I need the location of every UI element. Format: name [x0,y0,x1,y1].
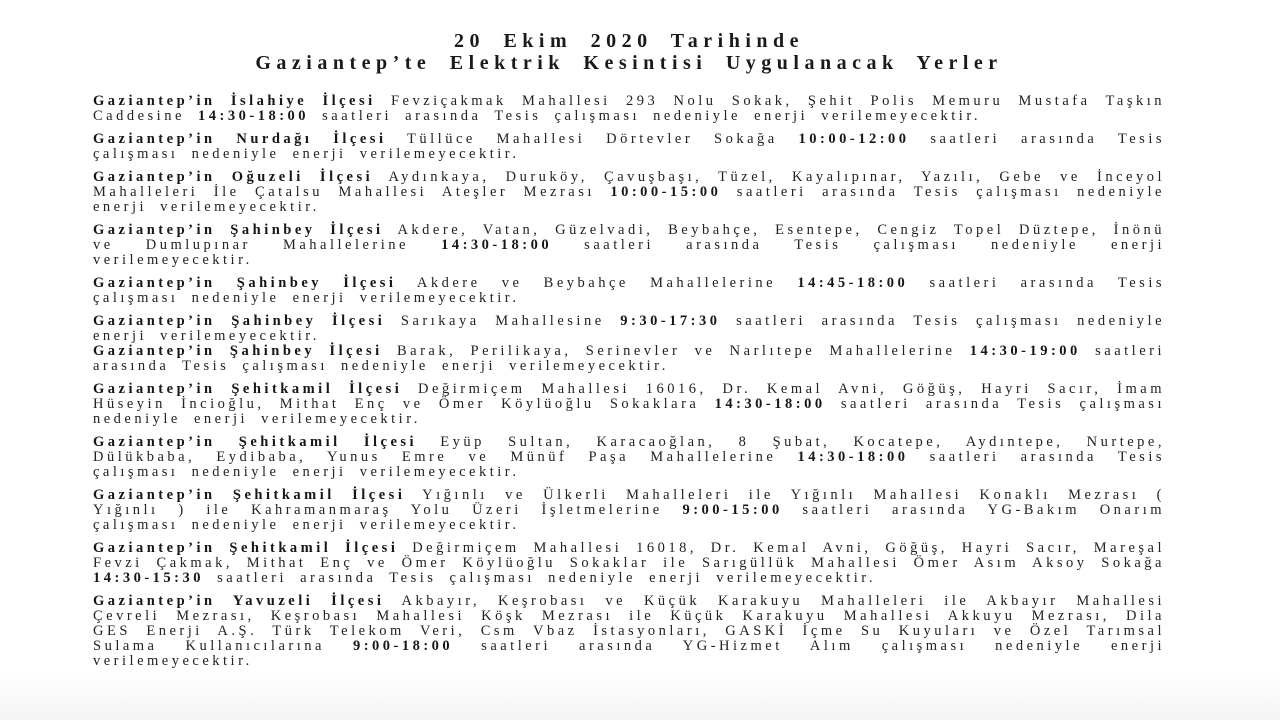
paragraph-body-after-time: saatleri arasında Tesis çalışması nedeniyle enerji verilemeyecektir. [93,396,1165,427]
title-line-1: 20 Ekim 2020 Tarihinde [453,30,805,52]
paragraph-body-after-time: saatleri arasında YG-Bakım Onarım çalışması nedeniyle enerji verilemeyecektir. [93,502,1165,533]
outage-paragraph [93,276,1165,306]
paragraph-body-before-time: Akdere ve Beybahçe Mahallelerine [396,275,798,291]
paragraph-body-after-time: saatleri arasında Tesis çalışması nedeniyle enerji verilemeyecektir. [93,131,1165,162]
page-title [93,30,1165,74]
paragraph-list [93,94,1165,669]
paragraph-body-after-time: saatleri arasında YG-Hizmet Alım çalışması nedeniyle enerji verilemeyecektir. [93,638,1165,669]
time-range: 14:30-19:00 [969,343,1081,359]
time-range: 14:30-18:00 [797,449,909,465]
outage-paragraph [93,314,1165,344]
outage-paragraph [93,382,1165,427]
outage-paragraph [93,344,1165,374]
outage-paragraph [93,488,1165,533]
paragraph-body-after-time: saatleri arasında Tesis çalışması nedeniyle enerji verilemeyecektir. [93,449,1165,480]
time-range: 14:30-15:30 [93,570,204,586]
district-lead: Gaziantep’in Şahinbey İlçesi [93,343,383,359]
time-range: 14:45-18:00 [797,275,909,291]
paragraph-body-before-time: Akdere, Vatan, Güzelvadi, Beybahçe, Esentepe, Cengiz Topel Düztepe, İnönü ve Dumlupınar Mahallelerine [93,222,1165,253]
time-range: 9:00-18:00 [352,638,454,654]
outage-paragraph [93,435,1165,480]
district-lead: Gaziantep’in Nurdağı İlçesi [93,131,387,147]
outage-paragraph [93,132,1165,162]
paragraph-body-before-time: Tüllüce Mahallesi Dörtevler Sokağa [386,131,799,147]
paragraph-body-after-time: saatleri arasında Tesis çalışması nedeniyle enerji verilemeyecektir. [309,108,981,124]
paragraph-body-before-time: Eyüp Sultan, Karacaoğlan, 8 Şubat, Kocatepe, Aydıntepe, Nurtepe, Dülükbaba, Eydibaba, Yunus Emre ve Münüf Paşa Mahallelerine [93,434,1165,465]
time-range: 14:30-18:00 [441,237,553,253]
time-range: 9:00-15:00 [682,502,783,518]
paragraph-body-after-time: saatleri arasında Tesis çalışması nedeniyle enerji verilemeyecektir. [93,184,1165,215]
paragraph-body-before-time: Aydınkaya, Duruköy, Çavuşbaşı, Tüzel, Kayalıpınar, Yazılı, Gebe ve İnceyol Mahalleleri İle Çatalsu Mahallesi Ateşler Mezrası [93,169,1166,200]
paragraph-body-before-time: Akbayır, Keşrobası ve Küçük Karakuyu Mahalleleri ile Akbayır Mahallesi Çevreli Mezrası, Keşrobası Mahallesi Köşk Mezrası ile Küçük Karakuyu Mahallesi Akkuyu Mezrası, Dila GES Enerji A.Ş. Türk Telekom Veri, Csm Vbaz İstasyonları, GASKİ İçme Su Kuyuları ve Özel Tarımsal Sulama Kullanıcılarına [93,593,1165,654]
paragraph-body-before-time: Yığınlı ve Ülkerli Mahalleleri ile Yığınlı Mahallesi Konaklı Mezrası ( Yığınlı ) ile Kahramanmaraş Yolu Üzeri İşletmelerine [93,487,1165,518]
paragraph-body-before-time: Fevziçakmak Mahallesi 293 Nolu Sokak, Şehit Polis Memuru Mustafa Taşkın Caddesine [93,93,1165,124]
time-range: 14:30-18:00 [198,108,310,124]
paragraph-body-before-time: Sarıkaya Mahallesine [385,313,621,329]
district-lead: Gaziantep’in Yavuzeli İlçesi [93,593,385,609]
district-lead: Gaziantep’in Şahinbey İlçesi [93,275,397,291]
outage-paragraph [93,94,1165,124]
time-range: 9:30-17:30 [620,313,721,329]
paragraph-body-after-time: saatleri arasında Tesis çalışması nedeniyle enerji verilemeyecektir. [204,570,876,586]
time-range: 10:00-12:00 [798,131,910,147]
district-lead: Gaziantep’in Şehitkamil İlçesi [93,434,418,450]
outage-paragraph [93,594,1165,669]
district-lead: Gaziantep’in İslahiye İlçesi [93,93,376,109]
outage-paragraph [93,170,1165,215]
paragraph-body-after-time: saatleri arasında Tesis çalışması nedeniyle enerji verilemeyecektir. [93,275,1165,306]
paragraph-body-before-time: Barak, Perilikaya, Serinevler ve Narlıtepe Mahallelerine [382,343,970,359]
district-lead: Gaziantep’in Şahinbey İlçesi [93,222,384,238]
district-lead: Gaziantep’in Oğuzeli İlçesi [93,169,374,185]
paragraph-body-after-time: saatleri arasında Tesis çalışması nedeniyle enerji verilemeyecektir. [93,343,1165,374]
district-lead: Gaziantep’in Şehitkamil İlçesi [93,487,406,503]
outage-paragraph [93,541,1165,586]
paragraph-body-after-time: saatleri arasında Tesis çalışması nedeniyle enerji verilemeyecektir. [93,237,1165,268]
time-range: 10:00-15:00 [610,184,722,200]
paragraph-body-before-time: Değirmiçem Mahallesi 16018, Dr. Kemal Avni, Göğüş, Hayri Sacır, Mareşal Fevzi Çakmak, Mithat Enç ve Ömer Köylüoğlu Sokaklar ile Sarıgüllük Mahallesi Ömer Asım Aksoy Sokağa [93,540,1165,571]
time-range: 14:30-18:00 [714,396,826,412]
district-lead: Gaziantep’in Şahinbey İlçesi [93,313,386,329]
title-line-2: Gaziantep’te Elektrik Kesintisi Uygulanacak Yerler [255,52,1003,74]
paragraph-body-before-time: Değirmiçem Mahallesi 16016, Dr. Kemal Avni, Göğüş, Hayri Sacır, İmam Hüseyin İncioğlu, Mithat Enç ve Ömer Köylüoğlu Sokaklara [93,381,1165,412]
district-lead: Gaziantep’in Şehitkamil İlçesi [93,540,399,556]
paragraph-body-after-time: saatleri arasında Tesis çalışması nedeniyle enerji verilemeyecektir. [93,313,1166,344]
district-lead: Gaziantep’in Şehitkamil İlçesi [93,381,403,397]
outage-paragraph [93,223,1165,268]
